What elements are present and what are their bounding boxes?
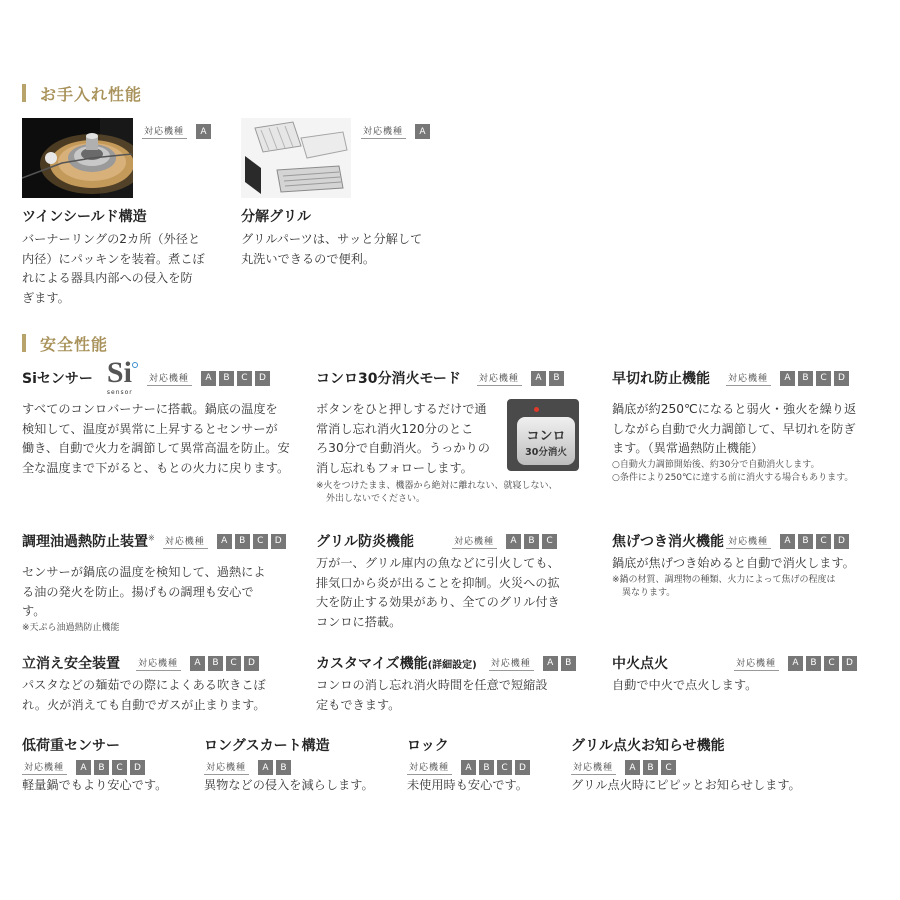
- model-badge: A: [217, 534, 232, 549]
- desc-line: 異物などの侵入を減らします。: [204, 778, 374, 792]
- note-line: ○自動火力調節開始後、約30分で自動消火します。: [612, 459, 820, 470]
- feature-name: ツインシールド構造: [22, 209, 147, 225]
- feature-desc: [407, 776, 567, 796]
- feature-name: コンロ30分消火モード: [316, 371, 461, 387]
- model-badge: A: [461, 760, 476, 775]
- model-badges: [142, 124, 211, 139]
- feature-lock: [407, 735, 567, 796]
- desc-line: ぎます。: [22, 290, 70, 305]
- models-label: 対応機種: [477, 371, 522, 386]
- si-logo-dot: [132, 362, 138, 368]
- model-badge: A: [415, 124, 430, 139]
- model-badges: [726, 534, 849, 549]
- desc-line: 鍋底が約250℃になると弱火・強火を繰り返: [612, 402, 857, 416]
- model-badge: A: [506, 534, 521, 549]
- feature-grill-disassembly: [241, 206, 461, 269]
- timer-button: [517, 417, 575, 465]
- feature-name: 低荷重センサー: [22, 738, 120, 754]
- grill-parts-photo: [241, 118, 351, 198]
- model-badge: B: [235, 534, 250, 549]
- model-badges: [734, 656, 857, 671]
- model-badge: C: [237, 371, 252, 386]
- feature-desc: [612, 554, 892, 574]
- model-badge: C: [253, 534, 268, 549]
- feature-name: 立消え安全装置: [22, 656, 120, 672]
- feature-scorch-off: [612, 532, 892, 600]
- feature-grill-fire: [316, 532, 596, 632]
- feature-desc: [204, 776, 394, 796]
- feature-note: [22, 622, 312, 635]
- desc-line: 軽量鍋でもより安心です。: [22, 778, 168, 792]
- desc-line: 消し忘れもフォローします。: [316, 460, 473, 475]
- feature-name-text: 調理油過熱防止装置: [22, 534, 148, 550]
- timer-button-indicator-icon: [534, 407, 539, 412]
- note-line: ※火をつけたまま、機器から絶対に離れない、就寝しない、: [316, 481, 558, 491]
- feature-name: ロック: [407, 738, 449, 754]
- feature-long-skirt: [204, 735, 394, 796]
- desc-line: バーナーリングの2カ所（外径と: [22, 232, 201, 246]
- models-label: 対応機種: [361, 124, 406, 139]
- note-line: 外出しないでください。: [326, 494, 426, 504]
- model-badge: B: [208, 656, 223, 671]
- feature-flameout: [22, 654, 312, 715]
- models-label: 対応機種: [734, 656, 779, 671]
- feature-si-sensor: [22, 356, 302, 478]
- model-badge: B: [798, 534, 813, 549]
- model-badges: [571, 760, 676, 775]
- model-badges: [22, 760, 145, 775]
- desc-line: ろ30分で自動消火。うっかりの: [316, 441, 490, 455]
- grill-disassembly-models: [361, 119, 430, 139]
- model-badge: D: [255, 371, 270, 386]
- model-badge: B: [94, 760, 109, 775]
- desc-line: コンロの消し忘れ消火時間を任意で短縮設: [316, 678, 548, 692]
- section-accent-bar: [22, 84, 26, 102]
- model-badges: [163, 534, 286, 549]
- timer-button-photo: [507, 399, 579, 471]
- model-badge: A: [196, 124, 211, 139]
- model-badge: B: [479, 760, 494, 775]
- model-badge: B: [524, 534, 539, 549]
- note-line: ○条件により250℃に達する前に消火する場合もあります。: [612, 472, 854, 483]
- models-label: 対応機種: [204, 760, 249, 775]
- model-badge: C: [112, 760, 127, 775]
- desc-line: 丸洗いできるので便利。: [241, 251, 376, 266]
- model-badge: B: [643, 760, 658, 775]
- note-line: ※天ぷら油過熱防止機能: [22, 622, 120, 633]
- feature-name: Siセンサー: [22, 371, 93, 387]
- model-badge: B: [806, 656, 821, 671]
- model-badges: [361, 124, 430, 139]
- twin-shield-models: [142, 119, 211, 139]
- models-label: 対応機種: [142, 124, 187, 139]
- feature-twin-shield: [22, 206, 227, 308]
- note-line: ※鍋の材質、調理物の種類、火力によって焦げの程度は: [612, 574, 836, 585]
- model-badge: D: [842, 656, 857, 671]
- model-badge: B: [276, 760, 291, 775]
- feature-name: [22, 531, 155, 551]
- model-badge: A: [780, 371, 795, 386]
- model-badge: B: [798, 371, 813, 386]
- feature-note: [316, 480, 586, 506]
- desc-line: コンロに搭載。: [316, 614, 402, 629]
- feature-name: グリル点火お知らせ機能: [571, 738, 725, 754]
- desc-line: る油の発火を防止。揚げもの調理も安心で: [22, 584, 254, 599]
- feature-name: ロングスカート構造: [204, 738, 330, 754]
- section-accent-bar: [22, 334, 26, 352]
- feature-desc: [22, 400, 302, 478]
- desc-line: 内径）にパッキンを装着。煮こぼ: [22, 251, 205, 266]
- models-label: 対応機種: [452, 534, 497, 549]
- desc-line: ボタンをひと押しするだけで通: [316, 402, 487, 416]
- desc-line: パスタなどの麺茹での際によくある吹きこぼ: [22, 678, 266, 692]
- model-badge: A: [76, 760, 91, 775]
- models-label: 対応機種: [726, 534, 771, 549]
- desc-line: すべてのコンロバーナーに搭載。鍋底の温度を: [22, 402, 278, 416]
- model-badge: D: [834, 371, 849, 386]
- model-badge: D: [271, 534, 286, 549]
- si-logo-sub: sensor: [106, 389, 133, 396]
- desc-line: す。: [22, 604, 46, 618]
- model-badge: A: [201, 371, 216, 386]
- si-sensor-logo: [106, 356, 141, 396]
- desc-line: グリル点火時にピピッとお知らせします。: [571, 778, 801, 792]
- desc-line: 未使用時も安心です。: [407, 778, 528, 792]
- desc-line: 定もできます。: [316, 697, 401, 712]
- feature-desc: [22, 563, 312, 622]
- model-badges: [204, 760, 291, 775]
- feature-desc: [22, 230, 227, 308]
- feature-name: 早切れ防止機能: [612, 371, 710, 387]
- models-label: 対応機種: [489, 656, 534, 671]
- feature-grill-notify: [571, 735, 891, 796]
- models-label: 対応機種: [407, 760, 452, 775]
- model-badge: C: [542, 534, 557, 549]
- model-badge: C: [816, 371, 831, 386]
- model-badge: C: [226, 656, 241, 671]
- models-label: 対応機種: [147, 371, 192, 386]
- feature-early-off: [612, 369, 892, 485]
- desc-line: 万が一、グリル庫内の魚などに引火しても、: [316, 556, 560, 570]
- section-header-maintenance: [22, 83, 142, 103]
- feature-oil-overheat: [22, 532, 312, 635]
- feature-name-sub: (詳細設定): [427, 660, 477, 671]
- model-badge: A: [258, 760, 273, 775]
- feature-desc: [316, 400, 501, 478]
- model-badge: A: [190, 656, 205, 671]
- feature-desc: [612, 676, 892, 696]
- models-label: 対応機種: [22, 760, 67, 775]
- feature-name: [316, 653, 477, 673]
- feature-desc: [22, 776, 202, 796]
- model-badge: B: [561, 656, 576, 671]
- feature-medium-ignition: [612, 654, 892, 696]
- feature-note: [612, 574, 892, 600]
- model-badges: [489, 656, 576, 671]
- feature-name: 分解グリル: [241, 209, 311, 225]
- model-badge: A: [788, 656, 803, 671]
- model-badges: [477, 371, 564, 386]
- timer-button-label: コンロ: [526, 428, 566, 444]
- model-badges: [452, 534, 557, 549]
- feature-note: [612, 459, 892, 485]
- timer-button-label: 30分消火: [525, 446, 567, 458]
- desc-line: 自動で中火で点火します。: [612, 678, 758, 692]
- model-badges: [407, 760, 530, 775]
- models-label: 対応機種: [571, 760, 616, 775]
- feature-desc: [241, 230, 461, 269]
- models-label: 対応機種: [726, 371, 771, 386]
- feature-name: 焦げつき消火機能: [612, 534, 724, 550]
- si-logo-text: Si: [106, 356, 132, 389]
- desc-line: 全な温度まで下がると、もとの火力に戻ります。: [22, 460, 290, 475]
- model-badge: A: [543, 656, 558, 671]
- model-badge: C: [497, 760, 512, 775]
- burner-photo: [22, 118, 133, 198]
- model-badge: C: [824, 656, 839, 671]
- desc-line: 検知して、温度が異常に上昇するとセンサーが: [22, 421, 278, 436]
- desc-line: しながら自動で火力調節して、早切れを防ぎ: [612, 421, 856, 436]
- model-badge: D: [244, 656, 259, 671]
- model-badge: D: [515, 760, 530, 775]
- model-badge: B: [219, 371, 234, 386]
- desc-line: 働き、自動で火力を調節して異常高温を防止。安: [22, 441, 290, 455]
- footnote-mark: ※: [148, 533, 155, 543]
- model-badge: A: [780, 534, 795, 549]
- feature-desc: [612, 400, 892, 459]
- desc-line: グリルパーツは、サッと分解して: [241, 232, 423, 246]
- model-badge: D: [834, 534, 849, 549]
- model-badge: B: [549, 371, 564, 386]
- models-label: 対応機種: [136, 656, 181, 671]
- section-title: 安全性能: [40, 334, 109, 354]
- desc-line: 鍋底が焦げつき始めると自動で消火します。: [612, 556, 855, 570]
- model-badges: [136, 656, 259, 671]
- section-title: お手入れ性能: [40, 84, 143, 104]
- model-badge: D: [130, 760, 145, 775]
- model-badges: [147, 371, 270, 386]
- feature-desc: [22, 676, 312, 715]
- feature-name: 中火点火: [612, 656, 668, 672]
- section-header-safety: [22, 333, 108, 353]
- models-label: 対応機種: [163, 534, 208, 549]
- desc-line: れ。火が消えても自動でガスが止まります。: [22, 697, 266, 712]
- desc-line: 常消し忘れ消火120分のとこ: [316, 421, 474, 436]
- feature-name-text: カスタマイズ機能: [316, 656, 428, 672]
- feature-name: グリル防炎機能: [316, 534, 414, 550]
- feature-desc: [571, 776, 891, 796]
- desc-line: 大を防止する効果があり、全てのグリル付き: [316, 595, 560, 609]
- model-badge: C: [661, 760, 676, 775]
- model-badge: A: [625, 760, 640, 775]
- desc-line: れによる器具内部への侵入を防: [22, 271, 193, 285]
- model-badge: A: [531, 371, 546, 386]
- feature-customize: [316, 654, 596, 715]
- model-badges: [726, 371, 849, 386]
- desc-line: 排気口から炎が出ることを抑制。火災への拡: [316, 575, 560, 590]
- desc-line: センサーが鍋底の温度を検知して、過熱によ: [22, 565, 266, 579]
- model-badge: C: [816, 534, 831, 549]
- feature-desc: [316, 554, 596, 632]
- desc-line: ます。（異常過熱防止機能）: [612, 441, 764, 455]
- note-line: 異なります。: [622, 587, 676, 598]
- feature-low-load: [22, 735, 202, 796]
- feature-desc: [316, 676, 596, 715]
